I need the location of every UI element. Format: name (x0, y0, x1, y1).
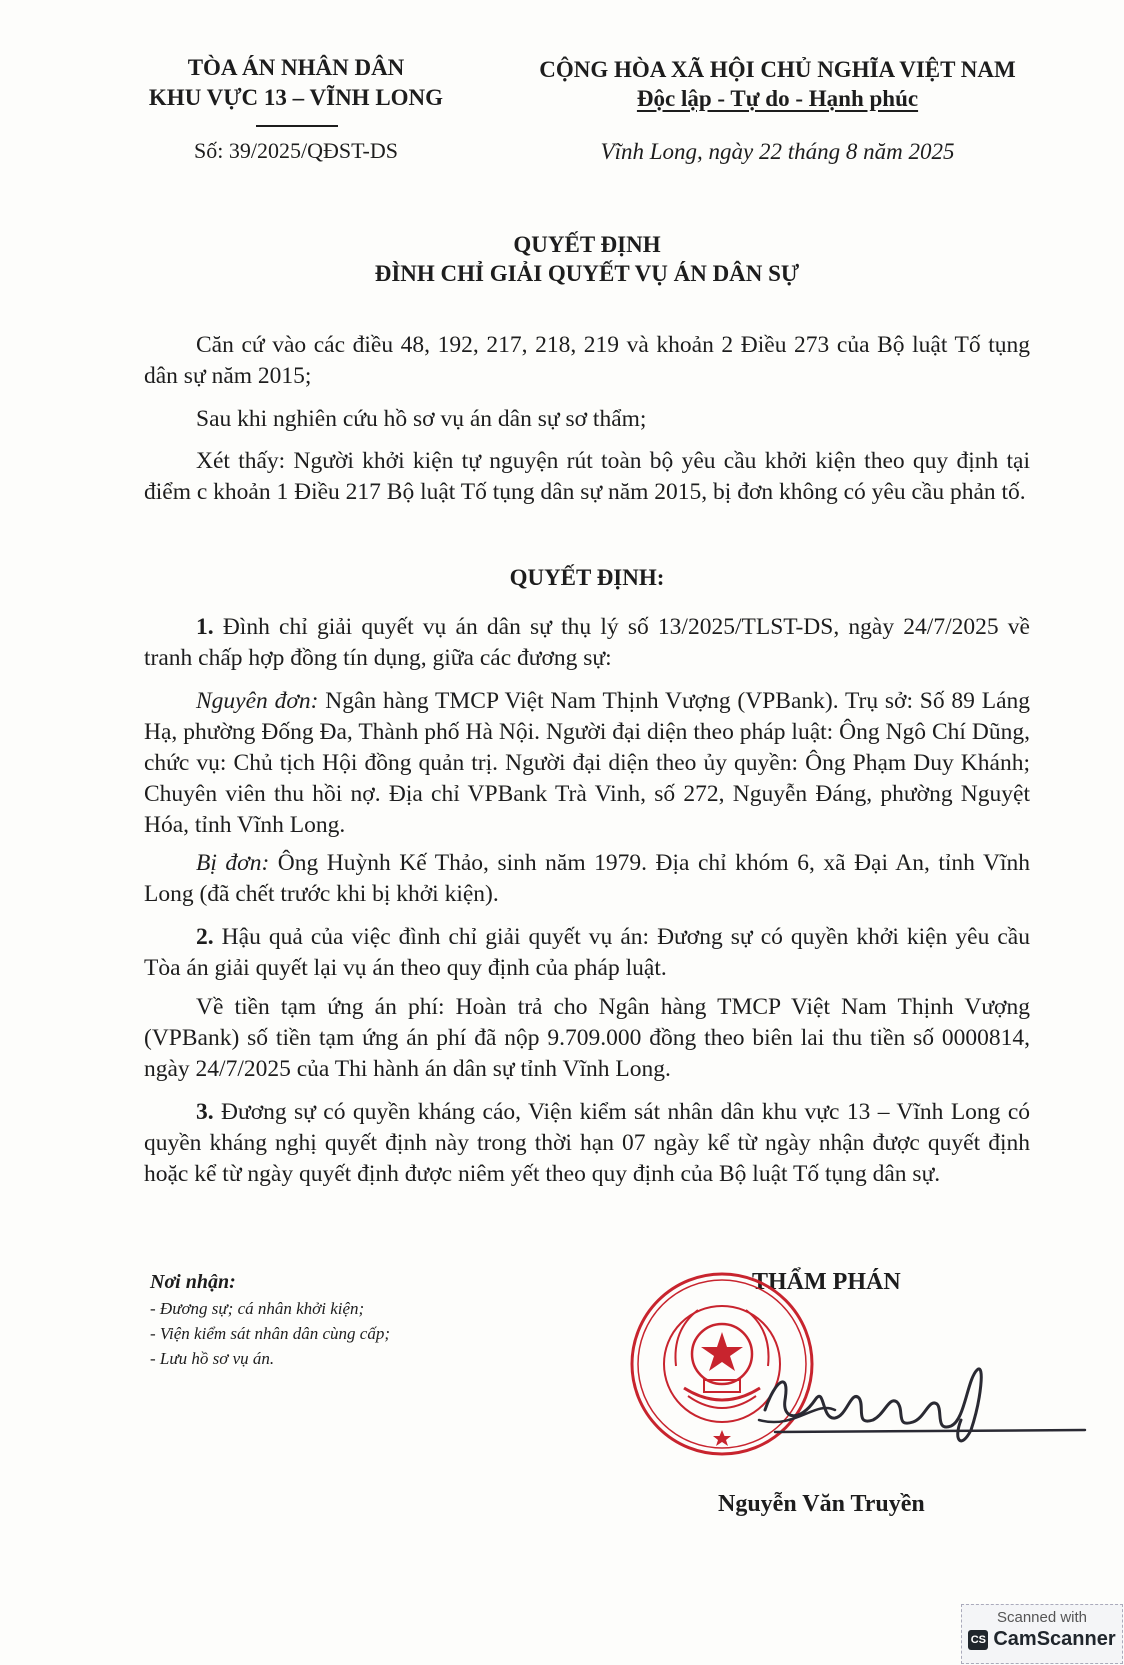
decision-heading: QUYẾT ĐỊNH: (509, 565, 665, 590)
defendant-label: Bị đơn: (196, 850, 270, 876)
recipients-label: Nơi nhận: (150, 1271, 236, 1293)
item-number: 3. (196, 1099, 214, 1125)
document-subtitle: ĐÌNH CHỈ GIẢI QUYẾT VỤ ÁN DÂN SỰ (374, 261, 800, 286)
review-paragraph: Sau khi nghiên cứu hồ sơ vụ án dân sự sơ thẩm; (196, 406, 647, 432)
decision-item-1: 1. Đình chỉ giải quyết vụ án dân sự thụ lý số 13/2025/TLST-DS, ngày 24/7/2025 về tranh chấp hợp đồng tín dụng, giữa các đương sự: (144, 614, 1030, 671)
defendant-paragraph: Bị đơn: Ông Huỳnh Kế Thảo, sinh năm 1979. Địa chỉ khóm 6, xã Đại An, tỉnh Vĩnh Long (đã chết trước khi bị khởi kiện). (144, 850, 1030, 907)
place-and-date: Vĩnh Long, ngày 22 tháng 8 năm 2025 (600, 139, 955, 164)
judge-signature (755, 1340, 1095, 1450)
recipients-block (150, 1268, 510, 1371)
item-number: 1. (196, 614, 214, 640)
camscanner-logo-icon: CS (968, 1630, 988, 1650)
plaintiff-label: Nguyên đơn: (196, 688, 319, 714)
court-name-line2: KHU VỰC 13 – VĨNH LONG (148, 85, 444, 110)
item-number: 2. (196, 924, 214, 950)
decision-item-3: 3. Đương sự có quyền kháng cáo, Viện kiểm sát nhân dân khu vực 13 – Vĩnh Long có quyền kháng nghị quyết định này trong thời hạn 07 ngày kể từ ngày nhận được quyết định hoặc kể từ ngày quyết định được niêm yết theo quy định của Bộ luật Tố tụng dân sự. (144, 1099, 1030, 1187)
header-divider-left (256, 125, 338, 127)
recipient-item: - Đương sự; cá nhân khởi kiện; (150, 1299, 365, 1318)
recipient-item: - Viện kiểm sát nhân dân cùng cấp; (150, 1324, 390, 1343)
decision-item-2: 2. Hậu quả của việc đình chỉ giải quyết vụ án: Đương sự có quyền khởi kiện yêu cầu Tòa án giải quyết lại vụ án theo quy định của pháp luật. (144, 924, 1030, 981)
watermark-line1: Scanned with (996, 1609, 1088, 1626)
finding-paragraph: Xét thấy: Người khởi kiện tự nguyện rút toàn bộ yêu cầu khởi kiện theo quy định tại điểm c khoản 1 Điều 217 Bộ luật Tố tụng dân sự năm 2015, bị đơn không có yêu cầu phản tố. (144, 448, 1030, 505)
plaintiff-paragraph: Nguyên đơn: Ngân hàng TMCP Việt Nam Thịnh Vượng (VPBank). Trụ sở: Số 89 Láng Hạ, phường Đống Đa, Thành phố Hà Nội. Người đại diện theo pháp luật: Ông Ngô Chí Dũng, chức vụ: Chủ tịch Hội đồng quản trị. Người đại diện theo ủy quyền: Ông Phạm Duy Khánh; Chuyên viên thu hồi nợ. Địa chỉ VPBank Trà Vinh, số 272, Nguyễn Đáng, phường Nguyệt Hóa, tỉnh Vĩnh Long. (144, 688, 1031, 838)
country-name: CỘNG HÒA XÃ HỘI CHỦ NGHĨA VIỆT NAM (539, 57, 1016, 82)
legal-basis-paragraph: Căn cứ vào các điều 48, 192, 217, 218, 219 và khoản 2 Điều 273 của Bộ luật Tố tụng dân sự năm 2015; (144, 332, 1030, 389)
recipient-item: - Lưu hồ sơ vụ án. (150, 1349, 275, 1368)
judge-title: THẨM PHÁN (752, 1269, 901, 1295)
document-number: Số: 39/2025/QĐST-DS (194, 138, 398, 163)
national-motto: Độc lập - Tự do - Hạnh phúc (636, 86, 919, 111)
camscanner-watermark (961, 1604, 1123, 1664)
watermark-line2: CamScanner (993, 1628, 1116, 1650)
finding-label: Xét thấy: (196, 448, 286, 474)
judge-name: Nguyễn Văn Truyền (718, 1491, 925, 1517)
document-title: QUYẾT ĐỊNH (513, 232, 661, 257)
fee-paragraph: Về tiền tạm ứng án phí: Hoàn trả cho Ngân hàng TMCP Việt Nam Thịnh Vượng (VPBank) số tiền tạm ứng án phí đã nộp 9.709.000 đồng theo biên lai thu tiền số 0000814, ngày 24/7/2025 của Thi hành án dân sự tỉnh Vĩnh Long. (144, 994, 1030, 1082)
court-name-line1: TÒA ÁN NHÂN DÂN (187, 55, 405, 80)
